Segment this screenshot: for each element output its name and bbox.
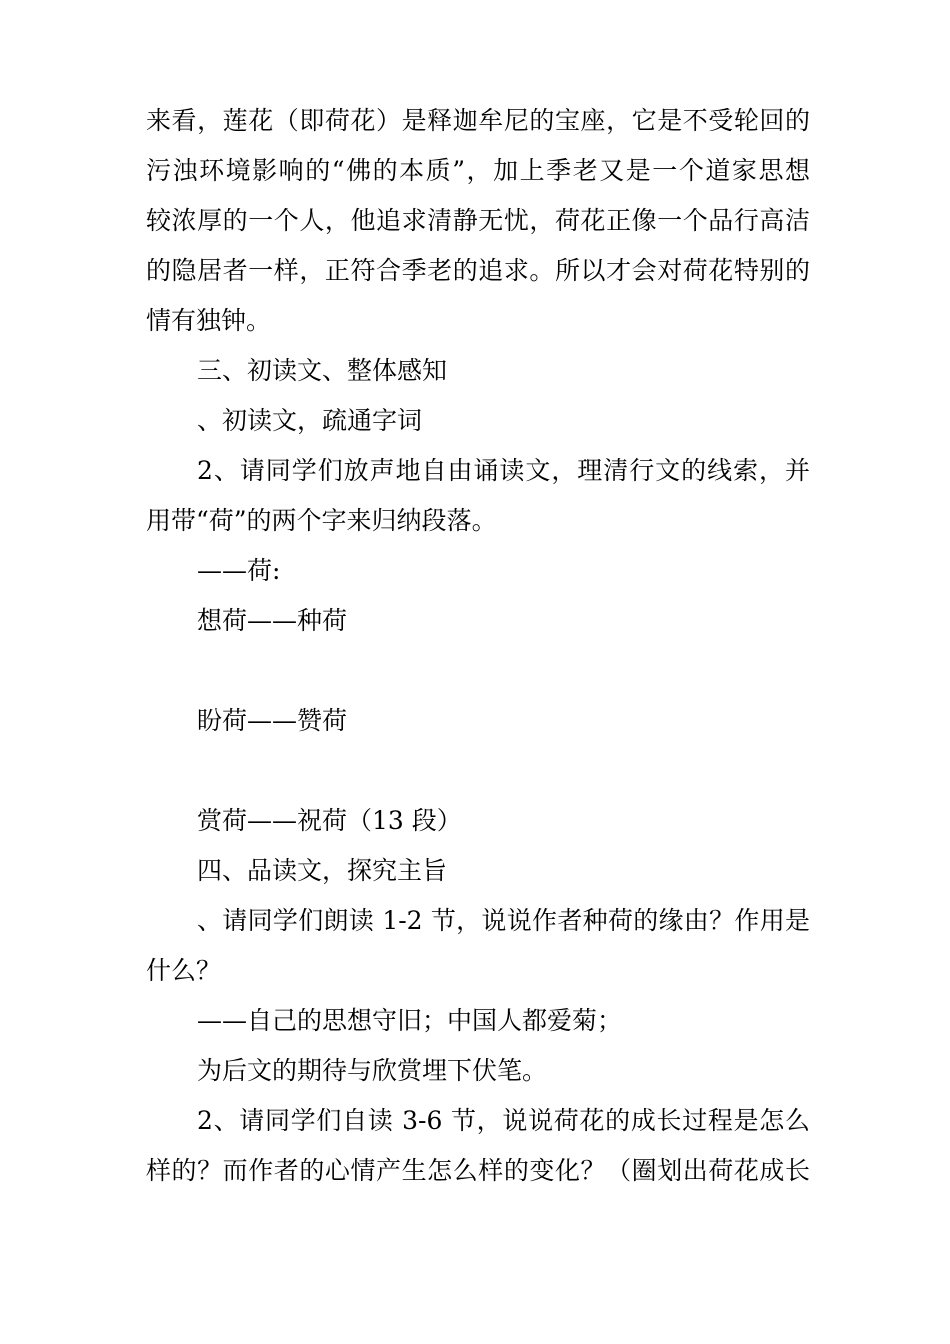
question-line: 2、请同学们放声地自由诵读文，理清行文的线索，并 [197, 456, 810, 485]
outline-item: 盼荷——赞荷 [197, 706, 348, 735]
outline-item: 想荷——种荷 [197, 606, 348, 635]
paragraph-line: 的隐居者一样，正符合季老的追求。所以才会对荷花特别的 [146, 256, 810, 285]
blank-line [146, 646, 810, 696]
paragraph-line: 较浓厚的一个人，他追求清静无忧，荷花正像一个品行高洁 [146, 206, 810, 235]
section-heading: 三、初读文、整体感知 [197, 356, 448, 385]
answer-line: ——荷: [197, 556, 281, 585]
question-line: 什么？ [146, 956, 222, 985]
answer-line: ——自己的思想守旧；中国人都爱菊； [197, 1006, 623, 1035]
paragraph-line: 情有独钟。 [146, 306, 272, 335]
question-line: 、请同学们朗读 1-2 节，说说作者种荷的缘由？作用是 [197, 906, 810, 935]
blank-line [146, 746, 810, 796]
paragraph-line: 来看，莲花（即荷花）是释迦牟尼的宝座，它是不受轮回的 [146, 106, 810, 135]
answer-line: 为后文的期待与欣赏埋下伏笔。 [197, 1056, 548, 1085]
outline-item: 赏荷——祝荷（13 段） [197, 806, 462, 835]
question-line: 用带“荷”的两个字来归纳段落。 [146, 506, 497, 535]
document-body [146, 96, 810, 1196]
subsection-heading: 、初读文，疏通字词 [197, 406, 423, 435]
paragraph-line: 污浊环境影响的“佛的本质”，加上季老又是一个道家思想 [146, 156, 810, 185]
question-line: 2、请同学们自读 3-6 节，说说荷花的成长过程是怎么 [197, 1106, 810, 1135]
section-heading: 四、品读文，探究主旨 [197, 856, 448, 885]
question-line: 样的？而作者的心情产生怎么样的变化？（圈划出荷花成长 [146, 1156, 810, 1185]
